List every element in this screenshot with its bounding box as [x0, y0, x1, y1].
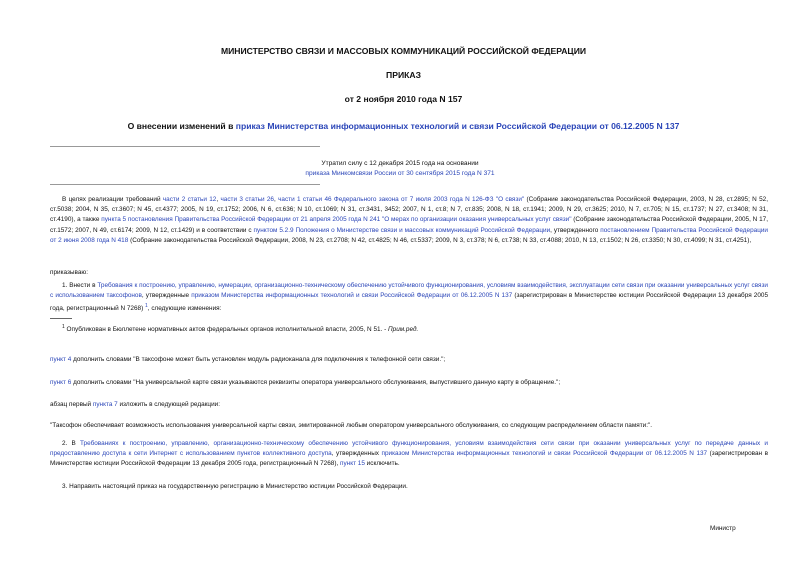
date-number-heading: от 2 ноября 2010 года N 157 [344, 94, 463, 104]
item-2-text: , утвержденных [331, 450, 382, 458]
link-resolution-418[interactable]: постановлением Правительства Российской Федерации от 2 июня 2008 года N 418 [50, 226, 768, 244]
item-3-paragraph: 3. Направить настоящий приказ на государственную регистрацию в Министерство юстиции Российской Федерации. [62, 483, 408, 490]
document-title [0, 121, 807, 131]
item-1-text: (зарегистрирован в Министерстве юстиции Российской Федерации 13 декабря 2005 года, регистрационный N 7268) [50, 292, 768, 313]
link-internet-requirements[interactable]: Требованиях к построению, управлению, организационно-техническому обеспечению устойчивого функционирования, условиям взаимодействия сети связи при оказании универсальных услуг по передаче данных и предоставлению доступа к сети Интернет с использованием пунктов коллективного доступа [50, 440, 768, 458]
amendment-text: изложить в следующей редакции: [117, 401, 220, 408]
doc-type-heading: ПРИКАЗ [386, 70, 421, 80]
preamble-text: , [216, 196, 221, 203]
preamble-text: (Собрание законодательства Российской Федерации, 2003, N 28, ст.2895; N 52, ст.5038; 2004, N 35, ст.3607; N 45, ст.4377; 2005, N 19, ст.1752; 2006, N 6, ст.636; N 10, ст.1069; N 31, ст.3431, 3452; 2007, N 1, ст.8; N 7, ст.835; 2008, N 18, ст.1941; 2009, N 29, ст.3625; 2010, N 7, ст.705; N 15, ст.1737; N 27, ст.3408; N 31, ст.4190), а также [50, 196, 768, 224]
link-regulation-5-2-9[interactable]: пунктом 5.2.9 Положения о Министерстве связи и массовых коммуникаций Российской Федерации [253, 226, 551, 234]
item-1-paragraph [50, 281, 768, 315]
item-2-text: исключить. [364, 460, 400, 468]
signature: Министр [710, 525, 736, 532]
order-word: приказываю: [50, 269, 88, 276]
divider-bottom [50, 184, 320, 185]
footnote [62, 322, 762, 335]
preamble-text: В целях реализации требований [62, 196, 163, 203]
amendment-point-6 [50, 378, 768, 388]
amendment-text: абзац первый [50, 401, 93, 408]
preamble-text: (Собрание законодательства Российской Федерации, 2008, N 23, ст.2708; N 42, ст.4825; N 46, ст.5337; 2009, N 3, ст.378; N 6, ст.738; N 33, ст.4088; 2010, N 13, ст.1502; N 26, ст.3350; N 30, ст.4099; N 31, ст.4251), [128, 236, 752, 244]
link-point-7[interactable]: пункта 7 [92, 401, 118, 408]
amendment-text: дополнить словами "На универсальной карте связи указываются реквизиты оператора универсального обслуживания, выпустившего данную карту в обращение."; [71, 379, 561, 386]
link-payphone-requirements[interactable]: Требования к построению, управлению, нумерации, организационно-техническому обеспечению устойчивого функционирования, условиям взаимодействия, эксплуатации сети связи при оказании универсальных услуг связи с использованием таксофонов [50, 282, 768, 300]
item-2-text: (зарегистрирован в Министерстве юстиции Российской Федерации 13 декабря 2005 года, регистрационный N 7268), [50, 450, 768, 468]
item-1-text: , утвержденные [141, 292, 192, 300]
title-link[interactable]: приказ Министерства информационных технологий и связи Российской Федерации от 06.12.2005 N 137 [235, 121, 680, 131]
title-prefix: О внесении изменений в [127, 121, 236, 131]
amendment-quote: "Таксофон обеспечивает возможность использования универсальной карты связи, эмитированной любым оператором универсального обслуживания, со следующим распределением области памяти:". [50, 422, 653, 429]
item-2-text: 2. В [62, 440, 81, 447]
item-2-paragraph [50, 439, 768, 470]
footnote-italic: Прим.ред. [388, 326, 419, 334]
link-order-137[interactable]: приказом Министерства информационных технологий и связи Российской Федерации от 06.12.2005 N 137 [191, 292, 513, 300]
status-note-link[interactable]: приказа Минкомсвязи России от 30 сентября 2015 года N 371 [305, 170, 495, 177]
link-point-6[interactable]: пункт 6 [50, 379, 72, 386]
amendment-text: дополнить словами "В таксофоне может быть установлен модуль радиоканала для подключения к телефонной сети связи."; [71, 356, 446, 363]
link-federal-law-126[interactable]: части 1 статьи 46 Федерального закона от 7 июля 2003 года N 126-ФЗ "О связи" [278, 196, 525, 203]
footnote-divider [50, 318, 72, 319]
link-resolution-241[interactable]: пункта 5 постановления Правительства Российской Федерации от 21 апреля 2005 года N 241 "О мерах по организации оказания универсальных услуг связи" [101, 216, 572, 224]
footnote-mark: 1 [62, 324, 65, 330]
divider-top [50, 146, 320, 147]
amendment-point-4 [50, 355, 768, 365]
preamble-paragraph [50, 195, 768, 246]
status-note [200, 159, 600, 179]
ministry-heading: МИНИСТЕРСТВО СВЯЗИ И МАССОВЫХ КОММУНИКАЦИЙ РОССИЙСКОЙ ФЕДЕРАЦИИ [220, 46, 587, 56]
footnote-ref[interactable]: 1 [144, 303, 148, 310]
link-point-15[interactable]: пункт 15 [340, 460, 365, 468]
footnote-text: Опубликован в Бюллетене нормативных актов федеральных органов исполнительной власти, 2005, N 51. - [64, 326, 389, 334]
link-order-137-b[interactable]: приказом Министерства информационных технологий и связи Российской Федерации от 06.12.2005 N 137 [381, 450, 708, 458]
preamble-text: (Собрание законодательства Российской Федерации, 2005, N 17, ст.1572; 2007, N 49, ст.6174; 2009, N 12, ст.1429) и в соответствии с [50, 216, 768, 234]
status-note-text: Утратил силу с 12 декабря 2015 года на основании [321, 160, 479, 167]
amendment-point-7 [50, 400, 768, 410]
preamble-text: , [273, 196, 279, 203]
item-1-text: 1. Внести в [62, 282, 98, 289]
link-part3-art26[interactable]: части 3 статьи 26 [220, 196, 274, 203]
item-1-text: , следующие изменения: [147, 305, 222, 313]
link-part2-art12[interactable]: части 2 статьи 12 [162, 196, 217, 203]
link-point-4[interactable]: пункт 4 [50, 356, 72, 363]
preamble-text: , утвержденного [550, 226, 601, 234]
